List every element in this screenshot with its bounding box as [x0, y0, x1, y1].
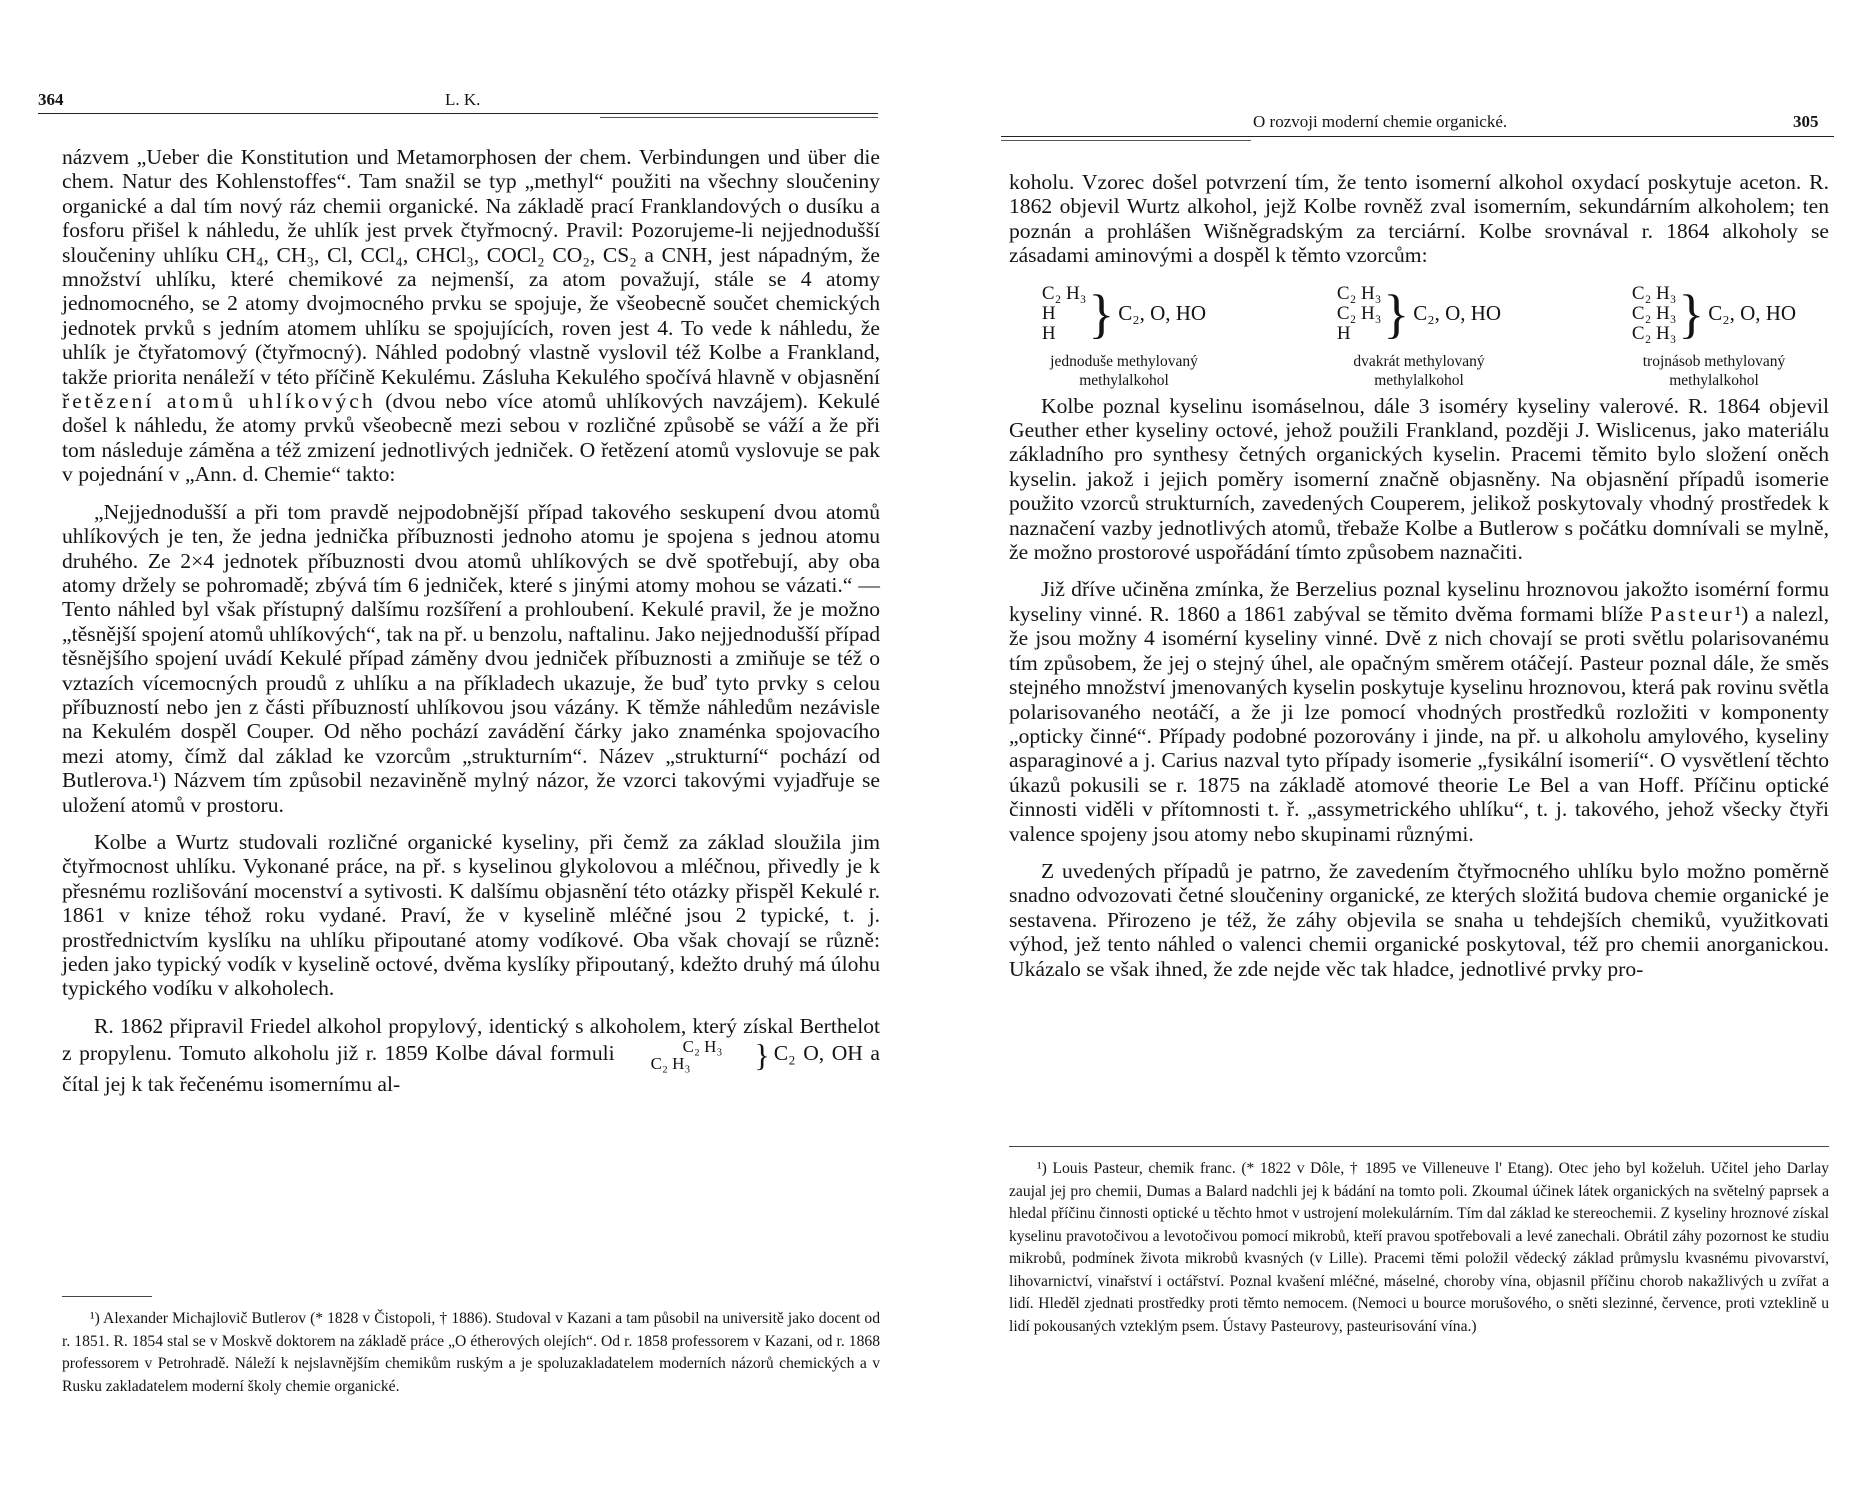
- formula-line: H: [1336, 322, 1351, 344]
- paragraph: Kolbe poznal kyselinu isomáselnou, dále 3 isoméry kyseliny valerové. R. 1864 objevil Geuther ether kyseliny octové, jehož použili Frankland, později J. Wislicenus, jako materiálu základního pro synthesy četných organických kyselin. Pracemi těmito bylo složení oněch kyselin. jakož i jejich poměry isomerní značně objasněny. Na objasnění případů isomerie použito vzorců strukturních, zavedených Couperem, jelikož poskytovaly vhodný prostředek k naznačení vazby jednotlivých atomů, třebaže Kolbe a Butlerow s počátku domnívali se mylně, že možno prostorové uspořádání tímto způsobem naznačiti.: [1009, 393, 1829, 565]
- paragraph: Kolbe a Wurtz studovali rozličné organické kyseliny, při čemž za základ sloužila jim čtyřmocnost uhlíku. Vykonané práce, na př. s kyselinou glykolovou a mléčnou, přivedly je k přesnému rozlišování mocenství a sytivosti. K dalšímu objasnění této otázky přispěl Kekulé r. 1861 v knize téhož roku vydané. Praví, že v kyselině mléčné jsou 2 typické, t. j. prostřednictvím kyslíku na uhlíku připoutané atomy vodíkové. Oba však chovají se různě: jeden jako typický vodík v kyselině octové, dvěma kyslíky připoutaný, kdežto druhý má úlohu typického vodíku v alkoholech.: [62, 829, 880, 1001]
- formula-caption: [1304, 352, 1534, 390]
- formula-line: C₂ H₃: [682, 1037, 723, 1057]
- caption-line: methylalkohol: [1669, 371, 1759, 389]
- paragraph: „Nejjednodušší a při tom pravdě nejpodobnější případ takového seskupení dvou atomů uhlíkových je ten, že jedna jednička příbuznosti jednoho atomu je spojena s jednou atomu druhého. Ze 2×4 jednotek příbuznosti dvou atomů uhlíkových se dvě spotřebují, aby oba atomy držely se pohromadě; zbývá tím 6 jedniček, které s jinými atomy mohou se vázati.“ — Tento náhled byl však přístupný dalšímu rozšíření a prohloubení. Kekulé pravil, že je možno „těsnější spojení atomů uhlíkových“, tak na př. u benzolu, naftalinu. Jako nejjednodušší případ těsnějšího spojení uvádí Kekulé případ záměny dvou jedniček příbuznosti a zmiňuje se též o vztazích vícemocných proudů z uhlíku a na příkladech ukazuje, že buď tyto prvky s celou příbuzností nebo jen z části příbuzností uhlíkovou jsou vázány. K těmže náhledům nezávisle na Kekulém dospěl Couper. Od něho pochází zavádění čárky jako znaménka spojovacího mezi atomy, čímž dal základ ke vzorcům „strukturním“. Název „strukturní“ pochází od Butlerova.¹) Názvem tím způsobil nezaviněně mylný názor, že vzorci takovými vyjadřuje se uložení atomů v prostoru.: [62, 499, 880, 817]
- paragraph: Z uvedených případů je patrno, že zavedením čtyřmocného uhlíku bylo možno poměrně snadno odvozovati četné sloučeniny organické, ze kterých složitá budova chemie organické je sestavena. Přirozeno je též, že záhy objevila se snaha u tehdejších chemiků, využitkovati výhod, jež tento náhled o valenci chemii organické poskytoval, též pro chemii anorganickou. Ukázalo se však ihned, že zde nejde věc tak hladce, jednotlivé prvky pro-: [1009, 858, 1829, 981]
- text-run: názvem „Ueber die Konstitution und Metamorphosen der chem. Verbindungen und über die chem. Natur des Kohlenstoffes“. Tam snažil se typ „methyl“ použiti na všechny sloučeniny organické a dal tím nový ráz chemii organické. Na základě prací Franklandových o dusíku a fosforu přišel k náhledu, že uhlík jest prvek čtyřmocný. Pravil: Pozorujeme-li nejjednodušší sloučeniny uhlíku CH₄, CH₃, Cl, CCl₄, CHCl₃, COCl₂ CO₂, CS₂ a CNH, jest nápadným, že množství uhlíku, které chemikové za nejmenší, za atom považují, stále se 4 atomy jednomocného, se 2 atomy dvojmocného prvku se spojuje, že všeobecně součet chemických jednotek prvků s jedním atomem uhlíku se spojujících, roven jest 4. To vede k náhledu, že uhlík je čtyřatomový (čtyřmocný). Náhled podobný vlastně vyslovil též Kolbe a Frankland, takže priorita nenáleží v této příčině Kekulému. Zásluha Kekulého spočívá hlavně v objasnění: [62, 145, 880, 389]
- running-head-right: O rozvoji moderní chemie organické.: [1253, 112, 1508, 131]
- formula-block: [1599, 278, 1829, 390]
- formula-brace: }: [1088, 283, 1115, 344]
- text-run: ¹) a nalezl, že jsou možny 4 isomérní kyseliny vinné. Dvě z nich chovají se proti světlu polarisovanému tím způsobem, že jej o stejný úhel, ale opačným směrem otáčejí. Pasteur poznal dále, že směs stejného množství jmenovaných kyselin poskytuje kyselinu hroznovou, která pak rovinu světla polarisovaného neotáčí, a že ji lze pomocí vhodných prostředků rozložiti v komponenty „opticky činné“. Případy podobné pozorovány i jinde, na př. u alkoholu amylového, kyseliny asparaginové a j. Carius nazval tyto případy isomerie „fysikální isomerií“. O vysvětlení těchto úkazů pokusili se r. 1875 na základě atomové theorie Le Bel a van Hoff. Příčinu optické činnosti viděli v přítomnosti t. ř. „assymetrického uhlíku“, t. j. takového, jehož všecky čtyři valence spojeny jsou atomy nebo skupinami různými.: [1009, 601, 1829, 846]
- formula-left-column: [1632, 284, 1676, 344]
- formula-left-column: [1042, 284, 1086, 344]
- formula-block: [1009, 278, 1239, 390]
- formula-line: C₂ H₃: [1336, 302, 1382, 324]
- formula-line: C₂ H₃: [1631, 282, 1677, 304]
- text-run: C₂ O, OH a čítal jej k tak řečenému isomernímu al-: [62, 1041, 880, 1097]
- formula-right: C₂, O, HO: [1413, 301, 1502, 326]
- formula-block: [1304, 278, 1534, 390]
- paragraph: koholu. Vzorec došel potvrzení tím, že tento isomerní alkohol oxydací poskytuje aceton. R. 1862 objevil Wurtz alkohol, jejž Kolbe rovněž zval isomerním, sekundárním alkoholem; ten poznán a prohlášen Wišněgradským za terciární. Kolbe srovnával r. 1864 alkoholy se zásadami aminovými a dospěl k těmto vzorcům:: [1009, 170, 1829, 268]
- text-run: (dvou nebo více atomů uhlíkových navzájem). Kekulé došel k náhledu, že atomy prvků všeobecně mezi sebou v rozličné způsobě se váží a že při tom následuje záměna a též zmizení jednotlivých jedniček. O řetězení atomů vyslovuje se pak v pojednání v „Ann. d. Chemie“ takto:: [62, 389, 880, 487]
- footnote-text: ¹) Alexander Michajlovič Butlerov (* 1828 v Čistopoli, † 1886). Studoval v Kazani a tam působil na universitě jako docent od r. 1851. R. 1854 stal se v Moskvě doktorem na základě práce „O étherových olejích“. Od r. 1858 professorem v Kazani, od r. 1868 professorem v Petrohradě. Náleží k nejslavnějším chemikům ruským a je spoluzakladatelem moderních názorů chemických a v Rusku zakladatelem moderní školy chemie organické.: [62, 1310, 880, 1395]
- left-body-text: [62, 145, 880, 1097]
- formula-line: C₂ H₃: [650, 1054, 691, 1074]
- formula-caption: [1599, 352, 1829, 390]
- right-body-text: [1009, 170, 1829, 981]
- text-run: dával formuli: [495, 1041, 615, 1066]
- header-rule-right-thin: [1001, 140, 1251, 141]
- kekule-quotation: [62, 500, 880, 817]
- header-rule-left-thin: [600, 117, 878, 118]
- formula-line: C₂ H₃: [1631, 302, 1677, 324]
- paragraph: [62, 1014, 880, 1097]
- right-page: [931, 0, 1862, 1500]
- caption-line: trojnásob methylovaný: [1642, 352, 1786, 370]
- footnote-separator-left: [62, 1296, 152, 1297]
- paragraph: [62, 145, 880, 487]
- formula-left-column: [1337, 284, 1381, 344]
- text-run: R. 1862 připravil Friedel alkohol propylový, identický s alkoholem, který získal Berthelot z propylenu. Tomuto alkoholu již r. 1859 Kolbe: [62, 1013, 880, 1066]
- header-rule-right: [1001, 136, 1834, 137]
- formula-line: C₂ H₃: [1041, 282, 1087, 304]
- formula-brace: }: [1383, 283, 1410, 344]
- text-run: Již dříve učiněna zmínka, že Berzelius poznal kyselinu hroznovou jakožto isomérní formu kyseliny vinné. R. 1860 a 1861 zabýval se těmito dvěma formami blíže: [1009, 577, 1829, 626]
- formula-line: H: [1041, 322, 1056, 344]
- formula-line: C₂ H₃: [1336, 282, 1382, 304]
- formula-line: C₂ H₃: [1631, 322, 1677, 344]
- footnote-right: [1009, 1158, 1829, 1338]
- running-head-left: L. K.: [445, 90, 481, 109]
- footnote-text: ¹) Louis Pasteur, chemik franc. (* 1822 v Dôle, † 1895 ve Villeneuve l' Etang). Otec jeho byl koželuh. Učitel jeho Darlay zaujal jej pro chemii, Dumas a Balard nadchli jej k bádání na tomto poli. Zkoumal účinek látek organických na světelný paprsek a hledal příčinu činnosti optické u těchto hmot v ustrojení molekulárním. Tím dal základ ke stereochemii. Z kyseliny hroznové získal kyselinu pravotočivou a levotočivou pomocí mikrobů, kteří pravou spotřebovali a levé zanechali. Obrátil záhy pozornost ke studiu mikrobů, podmínek života mikrobů kvasných (v Lille). Pracemi těmi položil vědecký základ průmyslu kvasnému pivovarství, lihovarnictví, vinařství i octářství. Poznal kvašení mléčné, máselné, choroby vína, objasnil příčinu chorob nakažlivých u zvířat a lidí. Hleděl zjednati prostředky proti těmto nemocem. (Nemoci u bource morušového, o sněti slezinné, července, proti vzteklině u lidí pokousaných vzteklým psem. Ústavy Pasteurovy, pasteurisování vína.): [1009, 1160, 1829, 1335]
- caption-line: methylalkohol: [1374, 371, 1464, 389]
- page-number-right: 305: [1793, 112, 1819, 131]
- caption-line: methylalkohol: [1079, 371, 1169, 389]
- formula-right: C₂, O, HO: [1708, 301, 1797, 326]
- inline-formula: [619, 1038, 770, 1072]
- footnote-left: [62, 1308, 880, 1398]
- footnote-separator-right: [1009, 1146, 1829, 1147]
- formula-brace: }: [1678, 283, 1705, 344]
- formula-right: C₂, O, HO: [1118, 301, 1207, 326]
- header-rule-left: [38, 113, 878, 114]
- paragraph: [1009, 577, 1829, 845]
- formula-line: H: [1041, 302, 1056, 324]
- caption-line: jednoduše methylovaný: [1050, 352, 1198, 370]
- formula-structure: [1009, 278, 1239, 350]
- methylalkohol-formulas: [1009, 278, 1829, 390]
- emphasized-name: Pasteur: [1650, 601, 1735, 626]
- caption-line: dvakrát methylovaný: [1353, 352, 1485, 370]
- page-number-left: 364: [38, 90, 64, 109]
- emphasized-term: řetězení atomů uhlíkových: [62, 389, 376, 414]
- formula-structure: [1304, 278, 1534, 350]
- formula-caption: [1009, 352, 1239, 390]
- formula-structure: [1599, 278, 1829, 350]
- formula-brace: }: [754, 1037, 770, 1074]
